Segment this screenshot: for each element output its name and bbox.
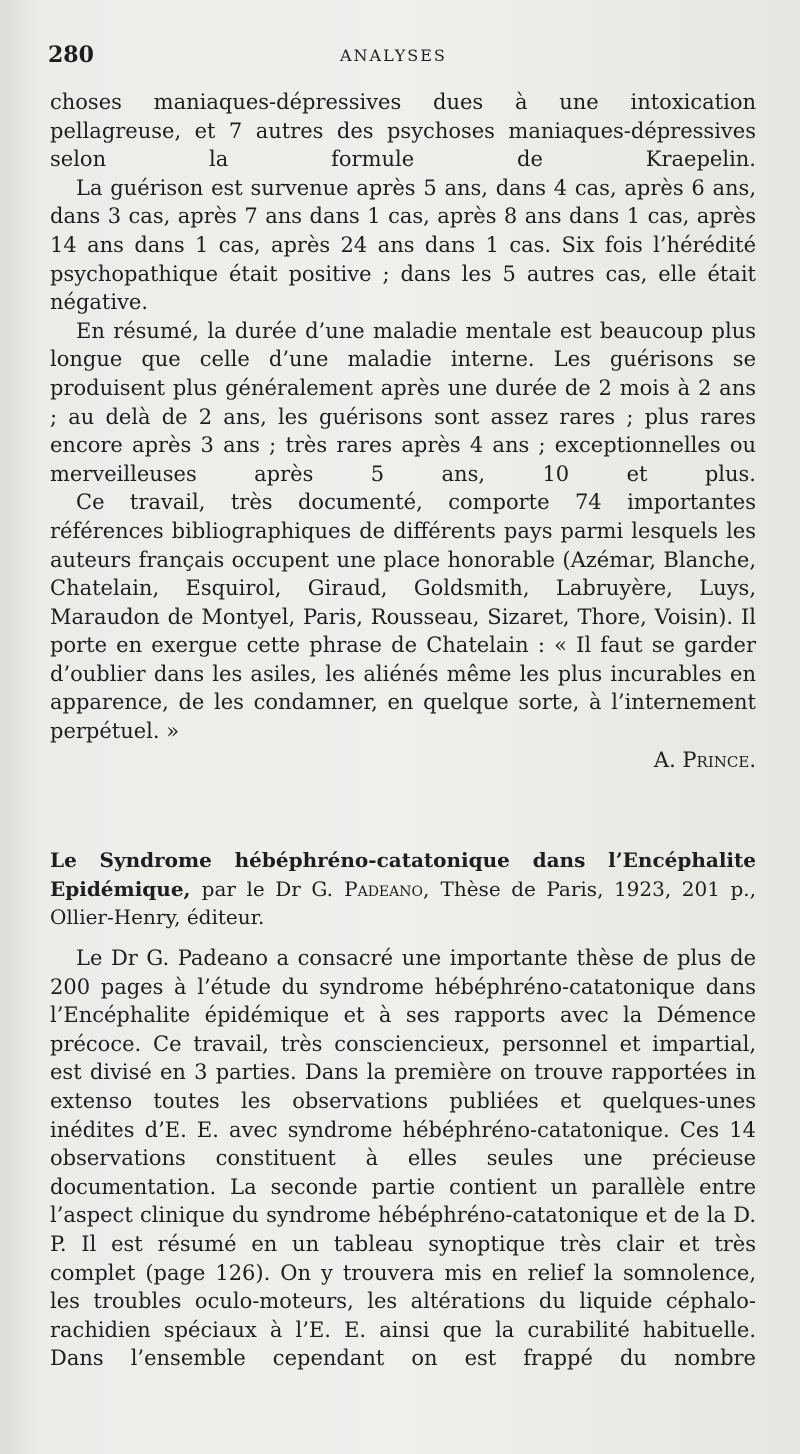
review-2-title-bold: Le Syndrome hébéphréno-catatonique dans l’Encéphalite Epidémique,	[50, 848, 756, 901]
review-1	[50, 88, 756, 774]
page-header	[48, 42, 760, 72]
review-2-title-by: par le Dr G.	[201, 876, 333, 901]
review-2-title-rest: Thèse de Paris, 1923, 201 p., Ollier-Henry, éditeur.	[50, 876, 756, 930]
review-2-paragraph-1: Le Dr G. Padeano a consacré une importante thèse de plus de 200 pages à l’étude du syndrome hébéphréno-catatonique dans l’Encéphalite épidémique et à ses rapports avec la Démence précoce. Ce travail, très consciencieux, personnel et impartial, est divisé en 3 parties. Dans la première on trouve rapportées in extenso toutes les observations publiées et quelques-unes inédites d’E. E. avec syndrome hébéphréno-catatonique. Ces 14 observations constituent à elles seules une précieuse documentation. La seconde partie contient un parallèle entre l’aspect clinique du syndrome hébéphréno-catatonique et de la D. P. Il est résumé en un tableau synoptique très clair et très complet (page 126). On y trouvera mis en relief la somnolence, les troubles oculo-moteurs, les altérations du liquide céphalo-rachidien spéciaux à l’E. E. ainsi que la curabilité habituelle. Dans l’ensemble cependant on est frappé du nombre	[50, 946, 756, 1371]
review-1-paragraph-4: Ce travail, très documenté, comporte 74 importantes références bibliographiques de différents pays parmi lesquels les auteurs français occupent une place honorable (Azémar, Blanche, Chatelain, Esquirol, Giraud, Goldsmith, Labruyère, Luys, Maraudon de Montyel, Paris, Rousseau, Sizaret, Thore, Voisin). Il porte en exergue cette phrase de Chatelain : « Il faut se garder d’oublier dans les asiles, les aliénés même les plus incurables en apparence, de les condamner, en quelque sorte, à l’internement perpétuel. »	[50, 490, 756, 744]
page-number: 280	[48, 42, 94, 68]
review-1-paragraph-2: La guérison est survenue après 5 ans, dans 4 cas, après 6 ans, dans 3 cas, après 7 ans dans 1 cas, après 8 ans dans 1 cas, après 14 ans dans 1 cas, après 24 ans dans 1 cas. Six fois l’hérédité psychopathique était positive ; dans les 5 autres cas, elle était négative.	[50, 175, 756, 315]
review-1-paragraph-3: En résumé, la durée d’une maladie mentale est beaucoup plus longue que celle d’une maladie interne. Les guérisons se produisent plus généralement après une durée de 2 mois à 2 ans ; au delà de 2 ans, les guérisons sont assez rares ; plus rares encore après 3 ans ; très rares après 4 ans ; exceptionnelles ou merveilleuses après 5 ans, 10 et plus.	[50, 318, 756, 486]
review-1-paragraph-1: choses maniaques-dépressives dues à une intoxication pellagreuse, et 7 autres des psychoses maniaques-dépressives selon la formule de Kraepelin.	[50, 90, 756, 172]
review-2-body	[50, 944, 756, 1373]
review-2-title	[50, 846, 756, 932]
running-head: ANALYSES	[340, 46, 447, 65]
review-2-author: Padeano,	[344, 876, 430, 901]
review-1-signature: A. Prince.	[653, 747, 756, 772]
